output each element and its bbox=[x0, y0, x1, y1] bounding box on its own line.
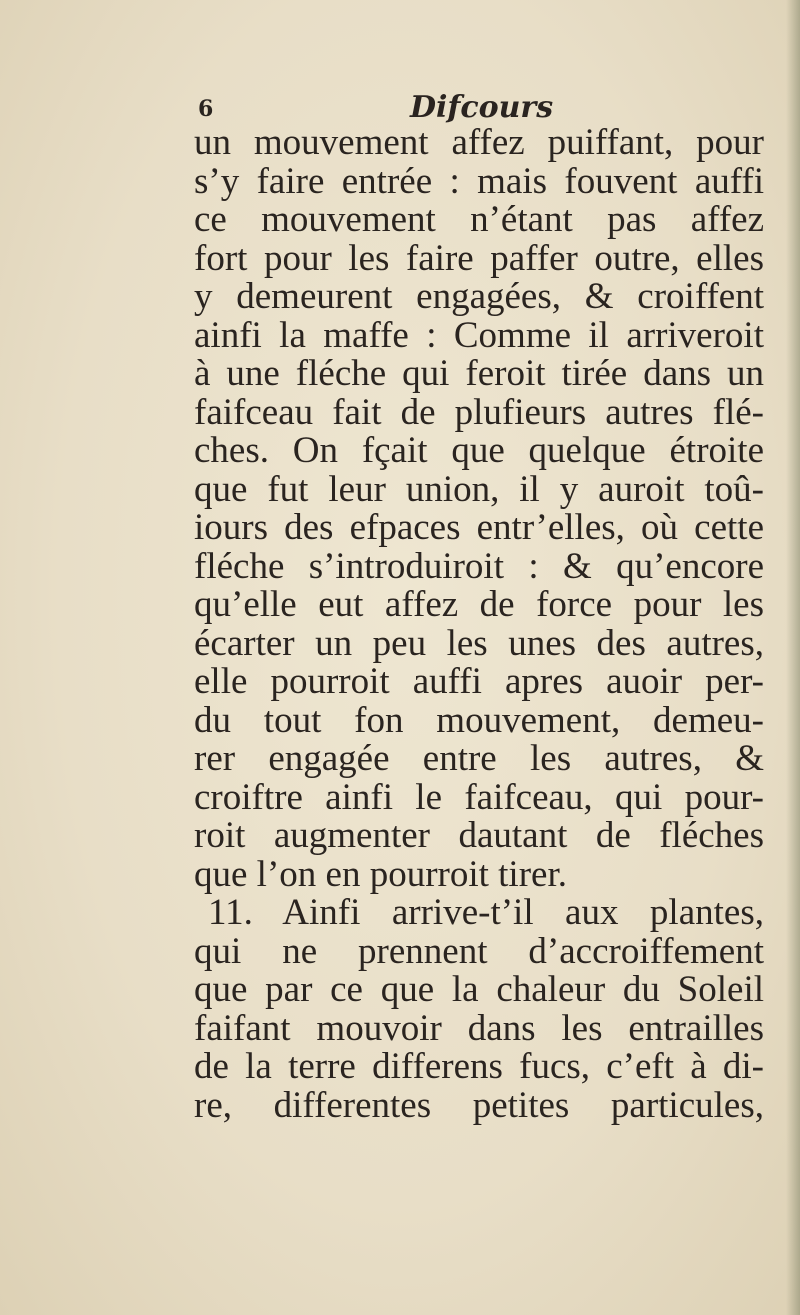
text-line: du tout fon mouvement, demeu- bbox=[194, 699, 764, 741]
text-line: 11. Ainfi arrive-t’il aux plantes, bbox=[208, 892, 764, 933]
text-line: à une fléche qui feroit tirée dans un bbox=[194, 353, 764, 394]
text-line: ches. On fçait que quelque étroite bbox=[194, 430, 764, 471]
page-number: 6 bbox=[198, 96, 214, 122]
page-edge-shadow bbox=[786, 0, 800, 1315]
text-line: ainfi la maffe : Comme il arriveroit bbox=[194, 314, 764, 356]
text-line: iours des efpaces entr’elles, où cette bbox=[194, 507, 764, 548]
text-line: fléche s’introduiroit : & qu’encore bbox=[194, 545, 764, 587]
text-line: y demeurent engagées, & croiffent bbox=[194, 276, 764, 317]
text-line: elle pourroit auffi apres auoir per- bbox=[194, 661, 764, 702]
body-text bbox=[194, 124, 764, 1125]
text-line: faifceau fait de plufieurs autres flé- bbox=[194, 391, 764, 433]
running-head: Difcours bbox=[410, 90, 554, 125]
text-line: fort pour les faire paffer outre, elles bbox=[194, 237, 764, 279]
text-line: qui ne prennent d’accroiffement bbox=[194, 930, 764, 972]
text-line: ce mouvement n’étant pas affez bbox=[194, 199, 764, 240]
text-line: roit augmenter dautant de fléches bbox=[194, 815, 764, 856]
text-line: que par ce que la chaleur du Soleil bbox=[194, 969, 764, 1010]
text-line: que fut leur union, il y auroit toû- bbox=[194, 468, 764, 510]
text-line: faifant mouvoir dans les entrailles bbox=[194, 1007, 764, 1049]
text-line: qu’elle eut affez de force pour les bbox=[194, 584, 764, 625]
text-line: re, differentes petites particules, bbox=[194, 1084, 764, 1126]
text-line: que l’on en pourroit tirer. bbox=[194, 853, 567, 895]
text-line: de la terre differens fucs, c’eft à di- bbox=[194, 1046, 764, 1087]
text-line: écarter un peu les unes des autres, bbox=[194, 622, 764, 664]
text-line: croiftre ainfi le faifceau, qui pour- bbox=[194, 776, 764, 818]
text-line: rer engagée entre les autres, & bbox=[194, 738, 764, 779]
text-line: s’y faire entrée : mais fouvent auffi bbox=[194, 160, 764, 202]
text-line: un mouvement affez puiffant, pour bbox=[194, 122, 764, 163]
